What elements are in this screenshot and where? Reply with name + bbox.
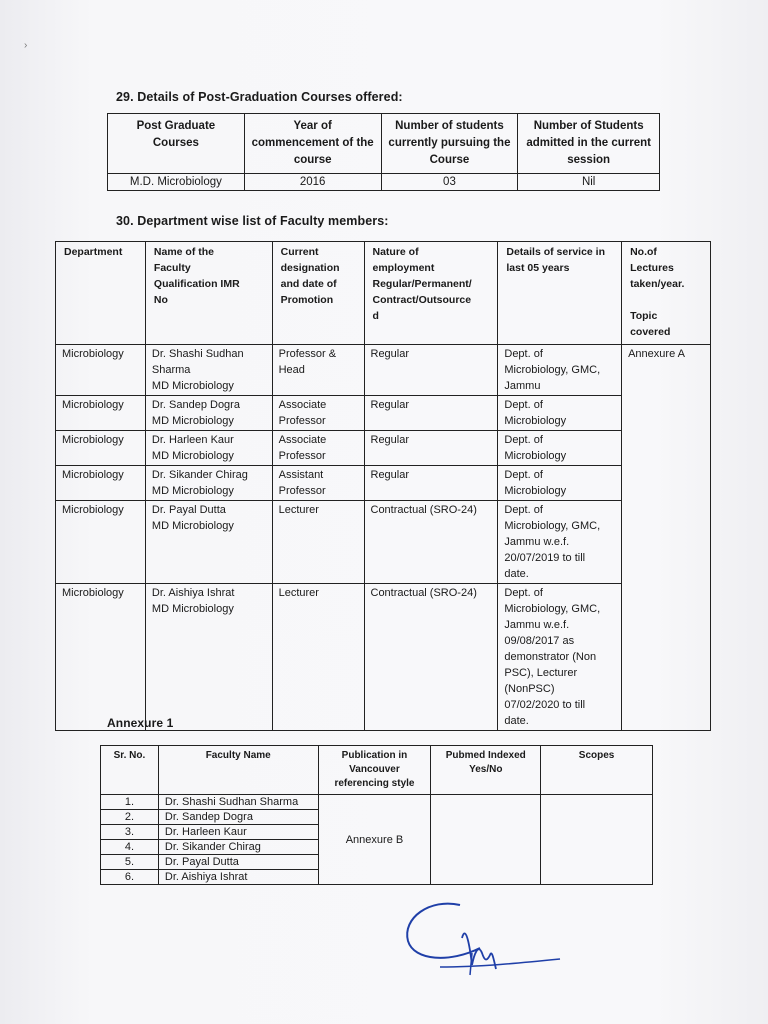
faculty-nature: Regular [364, 396, 498, 431]
cell-line: Regular/Permanent/ [372, 278, 472, 290]
cell-line: Topic [630, 310, 658, 322]
faculty-nature: Contractual (SRO-24) [364, 584, 498, 731]
cell-line: Microbiology, GMC, [504, 603, 601, 615]
cell-line: Jammu [504, 380, 541, 392]
faculty-department: Microbiology [56, 501, 146, 584]
faculty-service [498, 501, 622, 584]
cell-line: Dept. of [504, 469, 543, 481]
faculty-name [145, 466, 272, 501]
cell-line: Dr. Sandep Dogra [151, 399, 240, 411]
cell-line: Microbiology, GMC, [504, 520, 601, 532]
cell-line: Jammu w.e.f. [504, 536, 570, 548]
table-row [101, 795, 653, 810]
faculty-department: Microbiology [56, 431, 146, 466]
annexure-sr: 5. [101, 855, 159, 870]
cell-line: MD Microbiology [151, 415, 234, 427]
cell-line: Lectures [630, 262, 674, 274]
faculty-header-row [56, 242, 711, 345]
faculty-name [145, 501, 272, 584]
faculty-lectures: Annexure A [622, 345, 711, 731]
annexure-name: Dr. Sandep Dogra [158, 810, 318, 825]
cell-line: Microbiology [504, 485, 567, 497]
annexure-header-scopes: Scopes [541, 746, 653, 795]
pg-header-pursuing: Number of students currently pursuing the Course [381, 114, 518, 174]
faculty-service [498, 345, 622, 396]
faculty-designation [272, 396, 364, 431]
table-row [108, 174, 660, 191]
cell-line: Lecturer [278, 504, 319, 516]
faculty-designation [272, 431, 364, 466]
annexure-scopes [541, 795, 653, 885]
cell-line: Dept. of [504, 434, 543, 446]
cell-line: demonstrator (Non [504, 651, 597, 663]
table-row [56, 466, 711, 501]
cell-line: Professor [278, 415, 326, 427]
table-row [56, 501, 711, 584]
cell-line: No.of [630, 246, 657, 258]
pg-pursuing: 03 [381, 174, 518, 191]
cell-line: Contract/Outsource [372, 294, 472, 306]
cell-line: Microbiology [504, 450, 567, 462]
cell-line: covered [630, 326, 671, 338]
annexure-name: Dr. Shashi Sudhan Sharma [158, 795, 318, 810]
cell-line: Current [280, 246, 319, 258]
faculty-nature: Regular [364, 466, 498, 501]
annexure-sr: 2. [101, 810, 159, 825]
cell-line: Professor & [278, 348, 337, 360]
annexure-name: Dr. Payal Dutta [158, 855, 318, 870]
faculty-nature: Contractual (SRO-24) [364, 501, 498, 584]
annexure-publication: Annexure B [318, 795, 431, 885]
faculty-department: Microbiology [56, 584, 146, 731]
cell-line: last 05 years [506, 262, 570, 274]
cell-line: employment [372, 262, 435, 274]
cell-line: MD Microbiology [151, 450, 234, 462]
cell-line: d [372, 310, 379, 322]
cell-line: Microbiology [504, 415, 567, 427]
annexure-sr: 6. [101, 870, 159, 885]
annexure-sr: 1. [101, 795, 159, 810]
faculty-name [145, 584, 272, 731]
cell-line: Dept. of [504, 348, 543, 360]
pg-course: M.D. Microbiology [108, 174, 245, 191]
cell-line: Dept. of [504, 504, 543, 516]
faculty-nature: Regular [364, 345, 498, 396]
cell-line: Jammu w.e.f. [504, 619, 570, 631]
faculty-department: Microbiology [56, 345, 146, 396]
cell-line: MD Microbiology [151, 520, 234, 532]
cell-line: MD Microbiology [151, 603, 234, 615]
annexure-sr: 3. [101, 825, 159, 840]
cell-line: date. [504, 568, 529, 580]
cell-line: Microbiology, GMC, [504, 364, 601, 376]
faculty-designation [272, 584, 364, 731]
faculty-header-name [145, 242, 272, 345]
table-row [56, 431, 711, 466]
cell-line: Dr. Sikander Chirag [151, 469, 248, 481]
faculty-name [145, 345, 272, 396]
cell-line: Name of the [153, 246, 214, 258]
annexure-sr: 4. [101, 840, 159, 855]
annexure1-table [100, 745, 653, 885]
faculty-service [498, 466, 622, 501]
faculty-service [498, 584, 622, 731]
faculty-department: Microbiology [56, 396, 146, 431]
cell-line: Dr. Harleen Kaur [151, 434, 234, 446]
faculty-table [55, 241, 711, 731]
cell-line: Associate [278, 399, 327, 411]
cell-line: 20/07/2019 to till [504, 552, 586, 564]
table-row [56, 584, 711, 731]
cell-line: taken/year. [630, 278, 685, 290]
signature-stroke [462, 933, 496, 969]
cell-line [630, 292, 704, 308]
cell-line: Associate [278, 434, 327, 446]
cell-line: PSC), Lecturer [504, 667, 578, 679]
cell-line: Dept. of [504, 399, 543, 411]
cell-line: and date of [280, 278, 337, 290]
pg-year: 2016 [244, 174, 381, 191]
faculty-service [498, 431, 622, 466]
faculty-header-department: Department [56, 242, 146, 345]
faculty-service [498, 396, 622, 431]
annexure-header-sr: Sr. No. [101, 746, 159, 795]
cell-line: Professor [278, 450, 326, 462]
cell-line: Dr. Payal Dutta [151, 504, 226, 516]
annexure-name: Dr. Aishiya Ishrat [158, 870, 318, 885]
annexure-header-name: Faculty Name [158, 746, 318, 795]
signature-image [400, 893, 570, 993]
cell-line: No [153, 294, 168, 306]
cell-line: Nature of [372, 246, 419, 258]
annexure-header-row [101, 746, 653, 795]
cell-line: Dr. Shashi Sudhan [151, 348, 244, 360]
cell-line: MD Microbiology [151, 485, 234, 497]
signature-stroke [440, 959, 560, 967]
faculty-name [145, 396, 272, 431]
annexure-header-publication: Publication in Vancouver referencing style [318, 746, 431, 795]
cell-line: Qualification IMR [153, 278, 240, 290]
annexure-header-pubmed: Pubmed Indexed Yes/No [431, 746, 541, 795]
cell-line: Professor [278, 485, 326, 497]
cell-line: Faculty [153, 262, 191, 274]
pg-header-year: Year of commencement of the course [244, 114, 381, 174]
pg-header-courses: Post Graduate Courses [108, 114, 245, 174]
faculty-name [145, 431, 272, 466]
cell-line: MD Microbiology [151, 380, 234, 392]
cell-line: (NonPSC) [504, 683, 555, 695]
cell-line: Dept. of [504, 587, 543, 599]
table-row [56, 396, 711, 431]
faculty-header-designation [272, 242, 364, 345]
cell-line: Promotion [280, 294, 334, 306]
section30-title: 30. Department wise list of Faculty members: [116, 214, 389, 228]
annexure1-title: Annexure 1 [107, 716, 174, 730]
faculty-nature: Regular [364, 431, 498, 466]
faculty-department: Microbiology [56, 466, 146, 501]
faculty-designation [272, 345, 364, 396]
cell-line: Sharma [151, 364, 191, 376]
cell-line: 09/08/2017 as [504, 635, 575, 647]
cell-line: Assistant [278, 469, 324, 481]
faculty-header-lectures [622, 242, 711, 345]
cell-line: Details of service in [506, 246, 606, 258]
annexure-pubmed [431, 795, 541, 885]
cell-line: Dr. Aishiya Ishrat [151, 587, 235, 599]
faculty-header-service [498, 242, 622, 345]
cell-line: 07/02/2020 to till [504, 699, 586, 711]
pg-header-row [108, 114, 660, 174]
section29-title: 29. Details of Post-Graduation Courses offered: [116, 90, 403, 104]
pg-admitted: Nil [518, 174, 660, 191]
pg-courses-table [107, 113, 660, 191]
table-row [56, 345, 711, 396]
annexure-name: Dr. Harleen Kaur [158, 825, 318, 840]
pg-header-admitted: Number of Students admitted in the current session [518, 114, 660, 174]
cell-line: designation [280, 262, 340, 274]
cell-line: Head [278, 364, 305, 376]
faculty-designation [272, 501, 364, 584]
scan-mark: › [24, 40, 28, 51]
annexure-name: Dr. Sikander Chirag [158, 840, 318, 855]
faculty-designation [272, 466, 364, 501]
cell-line: date. [504, 715, 529, 727]
cell-line: Lecturer [278, 587, 319, 599]
faculty-header-nature [364, 242, 498, 345]
